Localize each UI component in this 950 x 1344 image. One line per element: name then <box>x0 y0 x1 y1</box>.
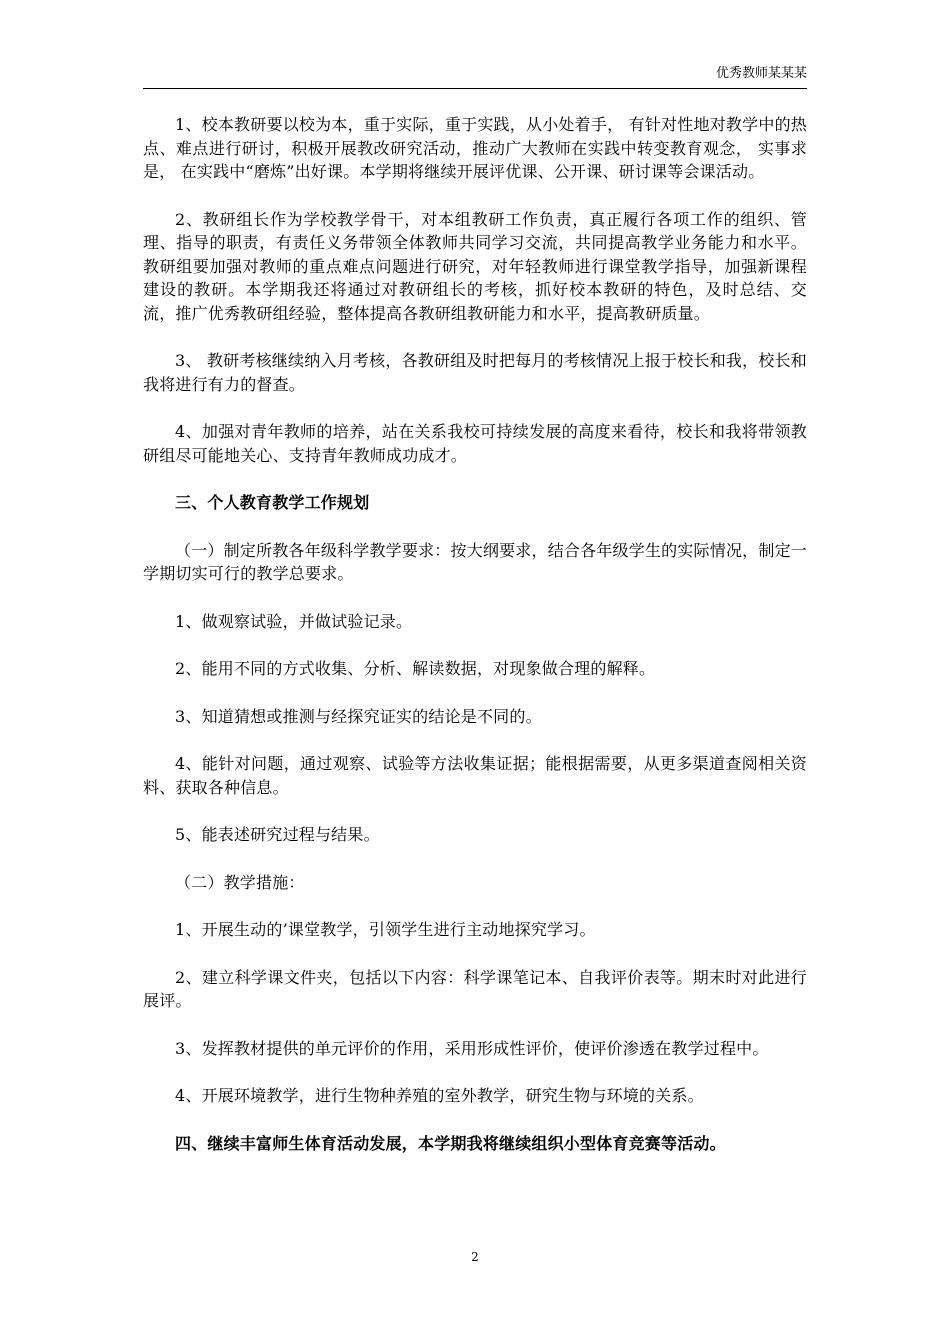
list-item-3: 3、知道猜想或推测与经探究证实的结论是不同的。 <box>175 706 542 726</box>
measure-item-4: 4、开展环境教学，进行生物种养殖的室外教学，研究生物与环境的关系。 <box>175 1086 704 1105</box>
measure-item-2: 2、建立科学课文件夹，包括以下内容：科学课笔记本、自我评价表等。期末时对此进行展评。 <box>143 967 807 1010</box>
list-item-1: 1、做观察试验，并做试验记录。 <box>175 611 413 631</box>
paragraph-requirements: （一）制定所教各年级科学教学要求：按大纲要求，结合各年级学生的实际情况，制定一学期切实可行的教学总要求。 <box>143 540 807 583</box>
list-item-2: 2、能用不同的方式收集、分析、解读数据，对现象做合理的解释。 <box>175 659 656 678</box>
list-item-5: 5、能表述研究过程与结果。 <box>175 825 380 844</box>
document-body <box>143 113 807 1179</box>
paragraph-4: 4、加强对青年教师的培养，站在关系我校可持续发展的高度来看待，校长和我将带领教研组尽可能地关心、支持青年教师成功成才。 <box>143 422 807 465</box>
list-item-4: 4、能针对问题，通过观察、试验等方法收集证据；能根据需要，从更多渠道查阅相关资料、获取各种信息。 <box>143 754 807 797</box>
measure-item-3: 3、发挥教材提供的单元评价的作用，采用形成性评价，使评价渗透在教学过程中。 <box>175 1038 769 1058</box>
measure-item-1: 1、开展生动的’课堂教学，引领学生进行主动地探究学习。 <box>175 920 596 939</box>
section-heading-4: 四、继续丰富师生体育活动发展，本学期我将继续组织小型体育竞赛等活动。 <box>175 1133 726 1153</box>
section-heading-3: 三、个人教育教学工作规划 <box>175 493 370 512</box>
subheading-measures: （二）教学措施： <box>175 872 305 892</box>
paragraph-1: 1、校本教研要以校为本，重于实际，重于实践，从小处着手， 有针对性地对教学中的热点、难点进行研讨，积极开展教改研究活动，推动广大教师在实践中转变教育观念， 实事求是， 在实践中“磨炼”出好课。本学期将继续开展评优课、公开课、研讨课等会课活动。 <box>143 115 807 181</box>
page-header <box>143 62 807 89</box>
paragraph-2: 2、教研组长作为学校教学骨干，对本组教研工作负责，真正履行各项工作的组织、管理、指导的职责，有责任义务带领全体教师共同学习交流，共同提高教学业务能力和水平。教研组要加强对教师的重点难点问题进行研究，对年轻教师进行课堂教学指导，加强新课程建设的教研。本学期我还将通过对教研组长的考核，抓好校本教研的特色，及时总结、交流，推广优秀教研组经验，整体提高各教研组教研能力和水平，提高教研质量。 <box>143 209 807 323</box>
paragraph-3: 3、 教研考核继续纳入月考核，各教研组及时把每月的考核情况上报于校长和我，校长和我将进行有力的督查。 <box>143 351 807 394</box>
header-text: 优秀教师某某某 <box>715 66 807 81</box>
page-number: 2 <box>471 1250 479 1264</box>
